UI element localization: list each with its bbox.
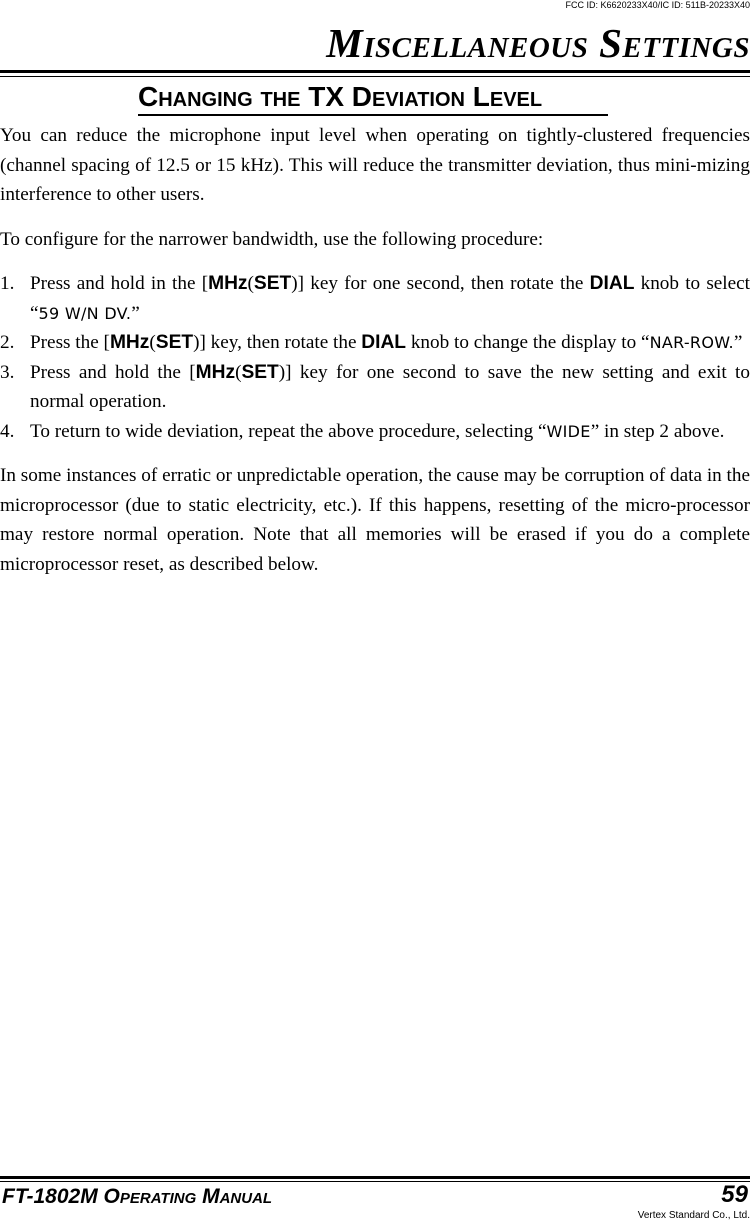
display-text: 59 W/N DV. — [38, 303, 132, 323]
procedure-intro: To configure for the narrower bandwidth, use the following procedure: — [0, 228, 544, 250]
key-set: SET — [253, 273, 292, 294]
key-set: SET — [155, 332, 194, 353]
step-number: 4. — [0, 420, 15, 442]
step-text: Press the [ — [30, 332, 110, 353]
reset-paragraph: In some instances of erratic or unpredictable operation, the cause may be corruption of data in the microprocessor (due to static electricity, etc.). If this happens, resetting of the micro-processor may restore normal operation. Note that all memories will be erased if you do a complete microprocessor reset, as described below. — [0, 465, 750, 575]
footer-rule-thin — [0, 1181, 750, 1182]
header-rule — [0, 70, 750, 73]
step-text: ” — [131, 302, 140, 324]
step-text: To return to wide deviation, repeat the above procedure, selecting “ — [30, 420, 547, 442]
page-body — [0, 121, 750, 594]
step-4 — [0, 417, 750, 447]
chapter-title: Miscellaneous Settings — [326, 20, 750, 66]
step-number: 3. — [0, 361, 15, 383]
footer-rule — [0, 1176, 750, 1179]
step-text: )] key for one second to save the new setting and exit to normal operation. — [30, 361, 750, 412]
step-2 — [0, 328, 750, 358]
section-title: Changing the TX Deviation Level — [138, 80, 608, 116]
key-mhz: MHz — [208, 273, 248, 294]
step-text: ” in step 2 above. — [590, 420, 725, 442]
intro-paragraph: You can reduce the microphone input level when operating on tightly-clustered frequencies (channel spacing of 12.5 or 15 kHz). This will reduce the transmitter deviation, thus mini-mizing interference to other users. — [0, 125, 750, 205]
step-text: ( — [149, 332, 156, 353]
step-number: 1. — [0, 273, 15, 294]
display-text: WIDE — [546, 421, 591, 441]
key-mhz: MHz — [195, 361, 236, 383]
step-text: ( — [235, 361, 242, 383]
step-text: Press and hold the [ — [30, 361, 196, 383]
manual-title: FT-1802M Operating Manual — [2, 1185, 273, 1208]
step-3 — [0, 358, 750, 417]
procedure-steps — [0, 269, 750, 446]
vendor-name: Vertex Standard Co., Ltd. — [637, 1210, 750, 1221]
step-text: ( — [247, 273, 254, 294]
step-text: ” — [733, 332, 743, 353]
display-text: NAR-ROW. — [649, 333, 734, 352]
key-mhz: MHz — [109, 332, 150, 353]
key-dial: DIAL — [361, 332, 407, 353]
step-number: 2. — [0, 332, 15, 353]
key-set: SET — [241, 361, 279, 383]
step-text: knob to select “ — [30, 273, 750, 324]
page-number: 59 — [721, 1181, 748, 1208]
key-dial: DIAL — [589, 273, 635, 294]
step-text: knob to change the display to “ — [406, 332, 650, 353]
fcc-id-label: FCC ID: K6620233X40/IC ID: 511B-20233X40 — [565, 0, 750, 10]
step-1 — [0, 269, 750, 328]
step-text: )] key, then rotate the — [193, 332, 362, 353]
step-text: Press and hold in the [ — [30, 273, 209, 294]
header-rule-thin — [0, 76, 750, 77]
step-text: )] key for one second, then rotate the — [291, 273, 590, 294]
